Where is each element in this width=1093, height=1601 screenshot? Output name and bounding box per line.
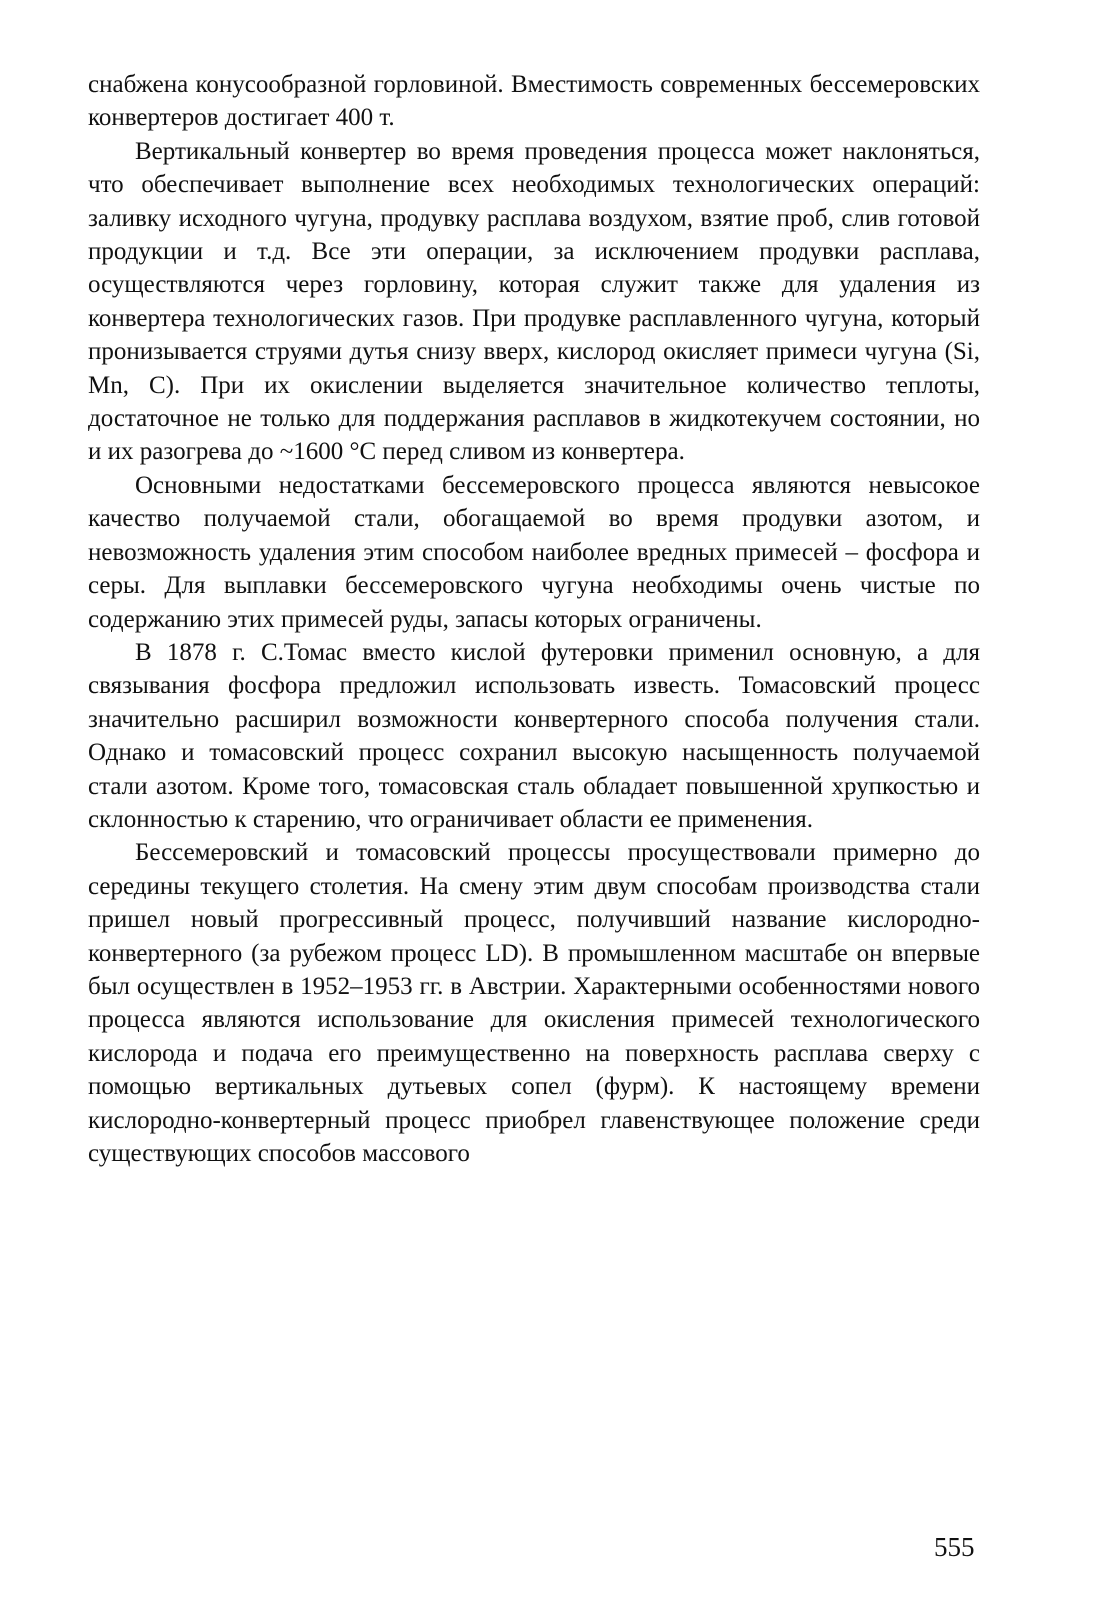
page-body bbox=[88, 68, 980, 1170]
paragraph-2: Вертикальный конвертер во время проведения процесса может наклоняться, что обеспечивает выполнение всех необходимых технологических операций: заливку исходного чугуна, продувку расплава воздухом, взятие проб, слив готовой продукции и т.д. Все эти операции, за исключением продувки расплава, осуществляются через горловину, которая служит также для удаления из конвертера технологических газов. При продувке расплавленного чугуна, который пронизывается струями дутья снизу вверх, кислород окисляет примеси чугуна (Si, Mn, C). При их окислении выделяется значительное количество теплоты, достаточное не только для поддержания расплавов в жидкотекучем состоянии, но и их разогрева до ~1600 °С перед сливом из конвертера. bbox=[88, 137, 980, 466]
paragraph-5: Бессемеровский и томасовский процессы просуществовали примерно до середины текущего столетия. На смену этим двум способам производства стали пришел новый прогрессивный процесс, получивший название кислородно-конвертерного (за рубежом процесс LD). В промышленном масштабе он впервые был осуществлен в 1952–1953 гг. в Австрии. Характерными особенностями нового процесса являются использование для окисления примесей технологического кислорода и подача его преимущественно на поверхность расплава сверху с помощью вертикальных дутьевых сопел (фурм). К настоящему времени кислородно-конвертерный процесс приобрел главенствующее положение среди существующих способов массового bbox=[88, 839, 980, 1167]
paragraph-4: В 1878 г. С.Томас вместо кислой футеровки применил основную, а для связывания фосфора предложил использовать известь. Томасовский процесс значительно расширил возможности конвертерного способа получения стали. Однако и томасовский процесс сохранил высокую насыщенность получаемой стали азотом. Кроме того, томасовская сталь обладает повышенной хрупкостью и склонностью к старению, что ограничивает области ее применения. bbox=[88, 638, 980, 833]
page-number: 555 bbox=[934, 1532, 975, 1562]
paragraph-1: снабжена конусообразной горловиной. Вместимость современных бессемеровских конвертеров достигает 400 т. bbox=[88, 71, 980, 132]
paragraph-3: Основными недостатками бессемеровского процесса являются невысокое качество получаемой стали, обогащаемой во время продувки азотом, и невозможность удаления этим способом наиболее вредных примесей – фосфора и серы. Для выплавки бессемеровского чугуна необходимы очень чистые по содержанию этих примесей руды, запасы которых ограничены. bbox=[88, 471, 980, 633]
